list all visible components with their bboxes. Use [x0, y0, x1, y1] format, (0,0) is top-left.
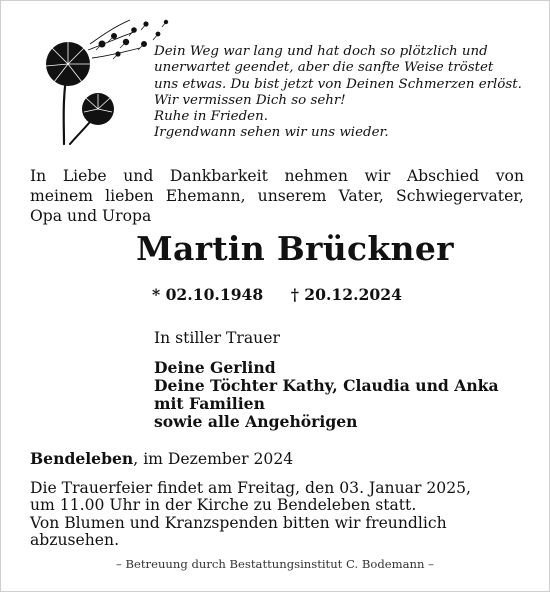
- life-dates: [152, 285, 402, 304]
- place-date: [30, 449, 293, 468]
- mourner-line: Deine Gerlind: [154, 358, 276, 377]
- mourner-line: sowie alle Angehörigen: [154, 412, 358, 431]
- mourner-line: mit Familien: [154, 394, 265, 413]
- poem-line: Ruhe in Frieden.: [154, 109, 268, 125]
- poem: [154, 44, 534, 142]
- intro-line: Opa und Uropa: [30, 206, 152, 225]
- poem-line: uns etwas. Du bist jetzt von Deinen Schmerzen erlöst.: [154, 76, 522, 92]
- intro-line: In Liebe und Dankbarkeit nehmen wir Abschied von: [30, 167, 524, 185]
- info-line: um 11.00 Uhr in der Kirche zu Bendeleben statt.: [30, 496, 417, 515]
- info-line: abzusehen.: [30, 531, 120, 550]
- notice-date: , im Dezember 2024: [133, 450, 294, 468]
- info-line: Von Blumen und Kranzspenden bitten wir freundlich: [30, 513, 447, 532]
- poem-line: Dein Weg war lang und hat doch so plötzlich und: [154, 44, 488, 59]
- funeral-info: [30, 480, 520, 550]
- intro-line: meinem lieben Ehemann, unserem Vater, Schwiegervater,: [30, 186, 524, 205]
- farewell-intro: [30, 167, 524, 226]
- death-date: † 20.12.2024: [290, 285, 402, 304]
- birth-date: * 02.10.1948: [152, 285, 264, 304]
- mourners-intro: In stiller Trauer: [154, 329, 280, 347]
- poem-line: unerwartet geendet, aber die sanfte Weise tröstet: [154, 60, 494, 76]
- place-name: Bendeleben: [30, 449, 134, 468]
- mourners-block: [154, 329, 499, 431]
- poem-line: Irgendwann sehen wir uns wieder.: [154, 125, 389, 141]
- mourner-line: Deine Töchter Kathy, Claudia und Anka: [154, 376, 499, 395]
- info-line: Die Trauerfeier findet am Freitag, den 03. Januar 2025,: [30, 479, 471, 497]
- funeral-home-credit: – Betreuung durch Bestattungsinstitut C. Bodemann –: [116, 557, 434, 571]
- poem-line: Wir vermissen Dich so sehr!: [154, 92, 346, 108]
- deceased-name: Martin Brückner: [136, 229, 454, 268]
